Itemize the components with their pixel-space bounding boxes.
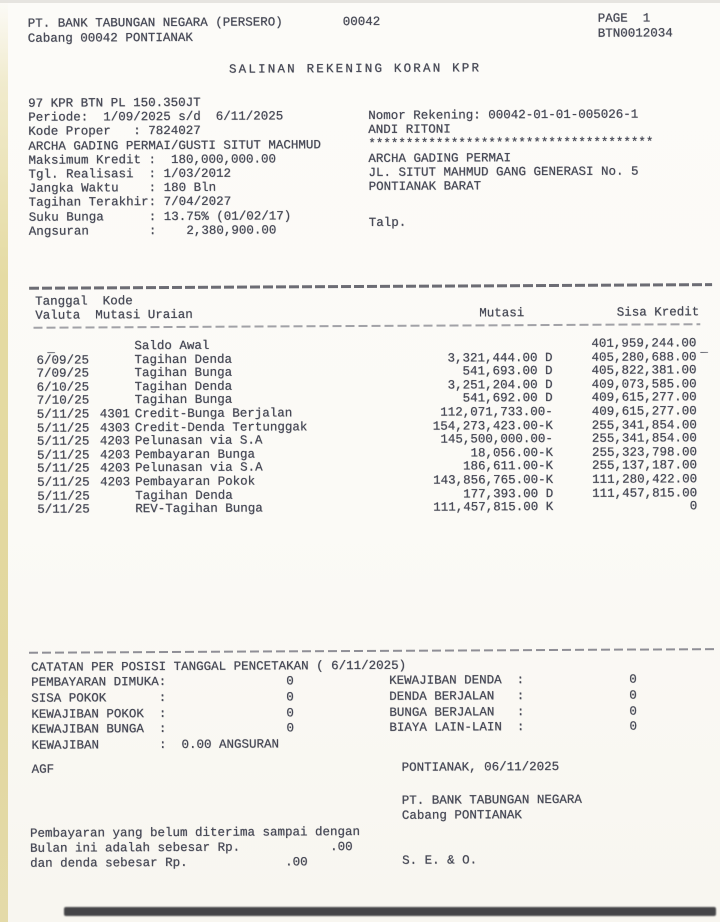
account-info-left-line: Suku Bunga : 13.75% (01/02/17) <box>28 208 292 225</box>
cell-sisa-kredit: 255,323,798.00 <box>591 445 697 460</box>
cell-tanggal-valuta: 6/10/25 <box>36 380 90 395</box>
account-info-left-line: ARCHA GADING PERMAI/GUSTI SITUT MACHMUD <box>28 137 321 154</box>
catatan-title: CATATAN PER POSISI TANGGAL PENCETAKAN ( 6/11/2025) <box>31 658 407 675</box>
officer-initials: AGF <box>31 762 55 777</box>
table-header-rule <box>33 323 700 328</box>
cell-mutasi: 112,071,733.00- <box>440 404 553 420</box>
cell-kode-mutasi: 4203 <box>99 434 130 449</box>
account-info-right-line: JL. SITUT MAHMUD GANG GENERASI No. 5 <box>368 164 639 180</box>
cell-sisa-kredit: 255,341,854.00 <box>591 431 697 446</box>
cell-mutasi: 111,457,815.00 K <box>433 500 554 515</box>
scan-mark-left: _ <box>47 341 55 356</box>
cell-uraian: Pembayaran Pokok <box>135 474 256 490</box>
table-row <box>0 500 720 518</box>
cell-sisa-kredit: 405,280,688.00 <box>591 349 697 365</box>
account-info-left-line: Tgl. Realisasi : 1/03/2012 <box>28 166 232 182</box>
catatan-right-line: KEWAJIBAN DENDA : 0 <box>389 672 637 688</box>
note-line-2: Bulan ini adalah sebesar Rp. .00 <box>29 840 353 856</box>
branch-code: 00042 <box>342 14 381 30</box>
catatan-left-line: PEMBAYARAN DIMUKA: 0 <box>31 674 294 690</box>
cell-kode-mutasi: 4303 <box>99 420 130 435</box>
cell-kode-mutasi: 4203 <box>100 461 131 476</box>
signature-bank: PT. BANK TABUNGAN NEGARA <box>401 792 582 808</box>
cell-sisa-kredit: 405,822,381.00 <box>591 363 697 378</box>
catatan-left-line: KEWAJIBAN POKOK : 0 <box>31 705 294 722</box>
cell-uraian: Credit-Bunga Berjalan <box>134 406 293 422</box>
cell-mutasi: 18,056.00-K <box>470 445 553 461</box>
document-code: BTN0012034 <box>597 26 673 41</box>
account-info-left-line: Jangka Waktu : 180 Bln <box>28 180 217 196</box>
cell-kode-mutasi: 4203 <box>100 475 131 490</box>
cell-tanggal-valuta: 7/10/25 <box>36 393 90 409</box>
bank-name: PT. BANK TABUNGAN NEGARA (PERSERO) <box>27 15 283 31</box>
cell-kode-mutasi: 4301 <box>99 407 130 422</box>
cell-mutasi: 154,273,423.00-K <box>432 418 553 434</box>
document-title: SALINAN REKENING KORAN KPR <box>228 61 482 77</box>
cell-sisa-kredit: 409,615,277.00 <box>591 390 697 406</box>
cell-uraian: REV-Tagihan Bunga <box>135 501 263 517</box>
catatan-left-line: SISA POKOK : 0 <box>31 690 294 706</box>
cell-mutasi: 541,692.00 D <box>462 391 553 406</box>
catatan-right-line: BIAYA LAIN-LAIN : 0 <box>389 719 637 736</box>
cell-uraian: Tagihan Denda <box>135 488 233 503</box>
cell-sisa-kredit: 255,341,854.00 <box>591 417 697 433</box>
table-header-sisa-kredit: Sisa Kredit <box>616 305 700 320</box>
cell-mutasi: 3,251,204.00 D <box>447 377 553 393</box>
cell-tanggal-valuta: 5/11/25 <box>36 448 90 463</box>
cell-sisa-kredit: 0 <box>689 499 698 514</box>
cell-mutasi: 177,393.00 D <box>463 486 554 502</box>
cell-tanggal-valuta: 5/11/25 <box>36 407 90 422</box>
cell-mutasi <box>329 338 552 339</box>
cell-sisa-kredit: 401,959,244.00 <box>591 336 697 351</box>
account-info-right-line: PONTIANAK BARAT <box>368 179 482 194</box>
note-line-1: Pembayaran yang belum diterima sampai dengan <box>29 825 361 841</box>
cell-uraian: Pembayaran Bunga <box>134 447 256 462</box>
cell-uraian: Tagihan Denda <box>134 379 233 394</box>
note-line-3: dan denda sebesar Rp. .00 <box>30 855 308 871</box>
account-info-left-line: Tagihan Terakhir: 7/04/2027 <box>28 195 232 211</box>
catatan-left-line: KEWAJIBAN : 0.00 ANGSURAN <box>31 737 280 753</box>
cell-sisa-kredit: 409,073,585.00 <box>591 377 697 392</box>
cell-tanggal-valuta: 5/11/25 <box>37 475 90 490</box>
cell-uraian: Credit-Denda Tertunggak <box>134 419 308 435</box>
cell-sisa-kredit: 409,615,277.00 <box>591 404 697 419</box>
cell-sisa-kredit: 111,280,422.00 <box>592 472 698 487</box>
cell-tanggal-valuta: 5/11/25 <box>37 502 90 517</box>
account-info-left-line: Periode: 1/09/2025 s/d 6/11/2025 <box>28 109 284 125</box>
cell-tanggal-valuta: 7/09/25 <box>36 366 90 381</box>
cell-mutasi: 145,500,000.00- <box>440 432 553 447</box>
page-number: PAGE 1 <box>597 11 651 26</box>
account-info-left-line: Angsuran : 2,380,900.00 <box>28 223 277 239</box>
cell-mutasi: 541,693.00 D <box>462 364 553 379</box>
account-info-right-line: ARCHA GADING PERMAI <box>368 150 511 166</box>
table-top-rule <box>29 283 712 289</box>
branch-name: Cabang 00042 PONTIANAK <box>27 30 193 46</box>
cell-uraian: Tagihan Bunga <box>134 393 233 408</box>
cell-uraian: Tagihan Bunga <box>134 365 233 381</box>
cell-tanggal-valuta: 5/11/25 <box>37 461 90 477</box>
catatan-right-line: BUNGA BERJALAN : 0 <box>389 704 637 720</box>
cell-uraian: Tagihan Denda <box>134 352 233 367</box>
cell-mutasi: 186,611.00-K <box>462 459 554 474</box>
phone-label: Talp. <box>368 215 407 230</box>
cell-tanggal-valuta: 5/11/25 <box>37 489 90 504</box>
account-info-left-line: Maksimum Kredit : 180,000,000.00 <box>28 152 277 168</box>
city-date: PONTIANAK, 06/11/2025 <box>401 759 560 775</box>
table-header-mutasi: Mutasi <box>479 306 525 321</box>
table-header-row2: Valuta Mutasi Uraian <box>35 307 193 323</box>
scan-mark-right: _ <box>700 341 708 356</box>
seo-label: S. E. & O. <box>402 853 478 868</box>
account-info-right-line: ************************************** <box>368 135 654 152</box>
cell-uraian: Saldo Awal <box>134 338 210 354</box>
cell-tanggal-valuta: 5/11/25 <box>36 434 90 449</box>
cell-tanggal-valuta: 5/11/25 <box>36 421 90 436</box>
account-info-right-line: ANDI RITONI <box>368 122 451 138</box>
cell-mutasi: 3,321,444.00 D <box>447 350 553 366</box>
account-info-right-line: Nomor Rekening: 00042-01-01-005026-1 <box>368 107 639 123</box>
scan-bottom-edge-bar <box>64 907 716 916</box>
account-info-left-line: Kode Proper : 7824027 <box>28 124 201 140</box>
account-info-left-line: 97 KPR BTN PL 150.350JT <box>28 95 201 111</box>
cell-sisa-kredit: 111,457,815.00 <box>592 485 698 501</box>
cell-kode-mutasi: 4203 <box>99 448 131 463</box>
cell-uraian: Pelunasan via S.A <box>134 433 263 449</box>
catatan-left-line: KEWAJIBAN BUNGA : 0 <box>31 721 294 738</box>
catatan-rule <box>29 648 716 654</box>
catatan-right-line: DENDA BERJALAN : 0 <box>389 688 637 704</box>
cell-mutasi: 143,856,765.00-K <box>433 472 554 488</box>
signature-branch: Cabang PONTIANAK <box>401 808 522 823</box>
cell-uraian: Pelunasan via S.A <box>134 460 263 476</box>
cell-tanggal-valuta: 6/09/25 <box>36 353 90 368</box>
cell-sisa-kredit: 255,137,187.00 <box>591 458 698 474</box>
table-header-row1: Tanggal Kode <box>35 294 133 309</box>
